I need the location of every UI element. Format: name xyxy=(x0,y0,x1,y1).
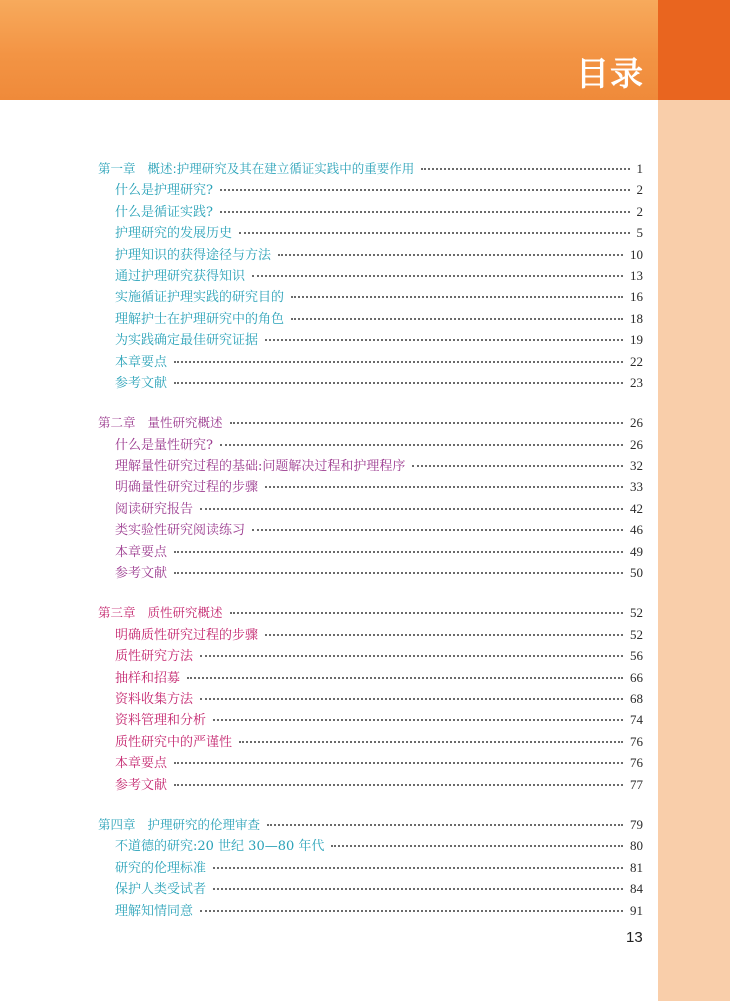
toc-entry[interactable] xyxy=(98,900,643,921)
chapter-section xyxy=(98,158,643,393)
chapter-section xyxy=(98,602,643,795)
entry-page: 5 xyxy=(636,225,643,241)
entry-title: 理解护士在护理研究中的角色 xyxy=(115,311,285,327)
chapter-number: 第二章 xyxy=(98,415,136,431)
chapter-heading[interactable] xyxy=(98,602,643,623)
dot-leader xyxy=(252,529,623,531)
dot-leader xyxy=(213,867,623,869)
toc-entry[interactable] xyxy=(98,244,643,265)
dot-leader xyxy=(174,572,623,574)
toc-entry[interactable] xyxy=(98,667,643,688)
entry-page: 76 xyxy=(630,755,643,771)
dot-leader xyxy=(331,845,623,847)
entry-title: 本章要点 xyxy=(115,354,168,370)
dot-leader xyxy=(267,824,623,826)
entry-page: 42 xyxy=(630,500,643,516)
chapter-title: 质性研究概述 xyxy=(147,605,223,621)
chapter-page: 52 xyxy=(630,605,643,621)
dot-leader xyxy=(252,275,623,277)
toc-entry[interactable] xyxy=(98,286,643,307)
side-band xyxy=(658,100,730,1001)
toc-entry[interactable] xyxy=(98,265,643,286)
page-number: 13 xyxy=(626,929,643,946)
toc-entry[interactable] xyxy=(98,752,643,773)
entry-title: 什么是循证实践? xyxy=(115,204,213,220)
entry-title: 保护人类受试者 xyxy=(115,882,207,898)
chapter-title: 量性研究概述 xyxy=(147,415,223,431)
toc-entry[interactable] xyxy=(98,308,643,329)
entry-page: 56 xyxy=(630,648,643,664)
toc-entry[interactable] xyxy=(98,731,643,752)
entry-page: 80 xyxy=(630,838,643,854)
dot-leader xyxy=(278,254,623,256)
entry-title: 参考文献 xyxy=(115,375,168,391)
entry-title: 通过护理研究获得知识 xyxy=(115,268,246,284)
chapter-section xyxy=(98,412,643,583)
entry-page: 33 xyxy=(630,479,643,495)
dot-leader xyxy=(239,741,623,743)
toc-entry[interactable] xyxy=(98,562,643,583)
entry-page: 46 xyxy=(630,522,643,538)
dot-leader xyxy=(220,211,630,213)
entry-page: 16 xyxy=(630,289,643,305)
corner-block xyxy=(658,0,730,100)
dot-leader xyxy=(421,168,629,170)
table-of-contents xyxy=(98,158,643,940)
toc-entry[interactable] xyxy=(98,498,643,519)
chapter-section xyxy=(98,814,643,921)
entry-title: 护理研究的发展历史 xyxy=(115,226,233,242)
toc-entry[interactable] xyxy=(98,624,643,645)
dot-leader xyxy=(200,698,623,700)
entry-title: 质性研究中的严谨性 xyxy=(115,734,233,750)
entry-page: 19 xyxy=(630,332,643,348)
dot-leader xyxy=(265,486,623,488)
chapter-heading[interactable] xyxy=(98,814,643,835)
dot-leader xyxy=(265,634,623,636)
entry-title: 实施循证护理实践的研究目的 xyxy=(115,290,285,306)
header-banner xyxy=(0,0,658,100)
entry-page: 2 xyxy=(636,203,643,219)
entry-title: 参考文献 xyxy=(115,566,168,582)
entry-title: 资料管理和分析 xyxy=(115,713,207,729)
entry-page: 50 xyxy=(630,565,643,581)
chapter-page: 26 xyxy=(630,415,643,431)
toc-entry[interactable] xyxy=(98,455,643,476)
toc-entry[interactable] xyxy=(98,645,643,666)
entry-title: 为实践确定最佳研究证据 xyxy=(115,333,259,349)
toc-entry[interactable] xyxy=(98,222,643,243)
entry-page: 84 xyxy=(630,881,643,897)
dot-leader xyxy=(174,551,623,553)
entry-title: 研究的伦理标准 xyxy=(115,860,207,876)
dot-leader xyxy=(213,719,623,721)
entry-title: 本章要点 xyxy=(115,756,168,772)
dot-leader xyxy=(174,361,623,363)
toc-entry[interactable] xyxy=(98,519,643,540)
dot-leader xyxy=(220,189,630,191)
entry-page: 26 xyxy=(630,436,643,452)
toc-entry[interactable] xyxy=(98,329,643,350)
entry-title: 本章要点 xyxy=(115,544,168,560)
dot-leader xyxy=(230,422,623,424)
chapter-heading[interactable] xyxy=(98,412,643,433)
entry-page: 91 xyxy=(630,902,643,918)
entry-title: 什么是护理研究? xyxy=(115,183,213,199)
toc-entry[interactable] xyxy=(98,541,643,562)
entry-page: 74 xyxy=(630,712,643,728)
entry-page: 66 xyxy=(630,669,643,685)
chapter-title: 概述:护理研究及其在建立循证实践中的重要作用 xyxy=(147,161,415,176)
toc-entry[interactable] xyxy=(98,835,643,856)
dot-leader xyxy=(200,655,623,657)
dot-leader xyxy=(200,508,623,510)
chapter-page: 1 xyxy=(636,161,643,176)
toc-entry[interactable] xyxy=(98,201,643,222)
chapter-number: 第一章 xyxy=(98,161,136,176)
toc-entry[interactable] xyxy=(98,688,643,709)
page-title: 目录 xyxy=(576,54,644,93)
chapter-number: 第三章 xyxy=(98,605,136,621)
toc-entry[interactable] xyxy=(98,878,643,899)
chapter-page: 79 xyxy=(630,816,643,832)
entry-title: 质性研究方法 xyxy=(115,649,194,665)
dot-leader xyxy=(174,382,623,384)
entry-title: 阅读研究报告 xyxy=(115,501,194,517)
chapter-title: 护理研究的伦理审查 xyxy=(147,816,261,832)
dot-leader xyxy=(174,784,623,786)
dot-leader xyxy=(412,465,623,467)
entry-title: 参考文献 xyxy=(115,777,168,793)
entry-page: 23 xyxy=(630,374,643,390)
toc-entry[interactable] xyxy=(98,434,643,455)
toc-entry[interactable] xyxy=(98,709,643,730)
entry-page: 32 xyxy=(630,458,643,474)
chapter-heading[interactable] xyxy=(98,158,643,179)
toc-entry[interactable] xyxy=(98,372,643,393)
dot-leader xyxy=(230,612,623,614)
dot-leader xyxy=(239,232,629,234)
entry-title: 理解知情同意 xyxy=(115,903,194,919)
entry-page: 76 xyxy=(630,733,643,749)
dot-leader xyxy=(291,296,623,298)
entry-title: 明确质性研究过程的步骤 xyxy=(115,627,259,643)
entry-page: 10 xyxy=(630,246,643,262)
chapter-number: 第四章 xyxy=(98,816,136,832)
dot-leader xyxy=(174,762,623,764)
entry-title: 明确量性研究过程的步骤 xyxy=(115,480,259,496)
toc-entry[interactable] xyxy=(98,774,643,795)
toc-entry[interactable] xyxy=(98,179,643,200)
entry-page: 13 xyxy=(630,267,643,283)
entry-page: 22 xyxy=(630,353,643,369)
dot-leader xyxy=(187,677,623,679)
dot-leader xyxy=(200,910,623,912)
dot-leader xyxy=(220,444,623,446)
entry-title: 抽样和招募 xyxy=(115,670,181,686)
entry-page: 68 xyxy=(630,690,643,706)
entry-title: 什么是量性研究? xyxy=(115,437,213,453)
entry-page: 77 xyxy=(630,776,643,792)
entry-page: 49 xyxy=(630,543,643,559)
toc-entry[interactable] xyxy=(98,351,643,372)
entry-title: 理解量性研究过程的基础:问题解决过程和护理程序 xyxy=(115,459,406,475)
entry-page: 81 xyxy=(630,859,643,875)
toc-entry[interactable] xyxy=(98,857,643,878)
entry-title: 不道德的研究:20 世纪 30—80 年代 xyxy=(115,839,325,855)
entry-page: 18 xyxy=(630,310,643,326)
entry-title: 类实验性研究阅读练习 xyxy=(115,523,246,539)
dot-leader xyxy=(213,888,623,890)
entry-page: 2 xyxy=(636,182,643,198)
dot-leader xyxy=(291,318,623,320)
toc-entry[interactable] xyxy=(98,476,643,497)
dot-leader xyxy=(265,339,623,341)
entry-title: 资料收集方法 xyxy=(115,691,194,707)
entry-page: 52 xyxy=(630,626,643,642)
entry-title: 护理知识的获得途径与方法 xyxy=(115,247,272,263)
